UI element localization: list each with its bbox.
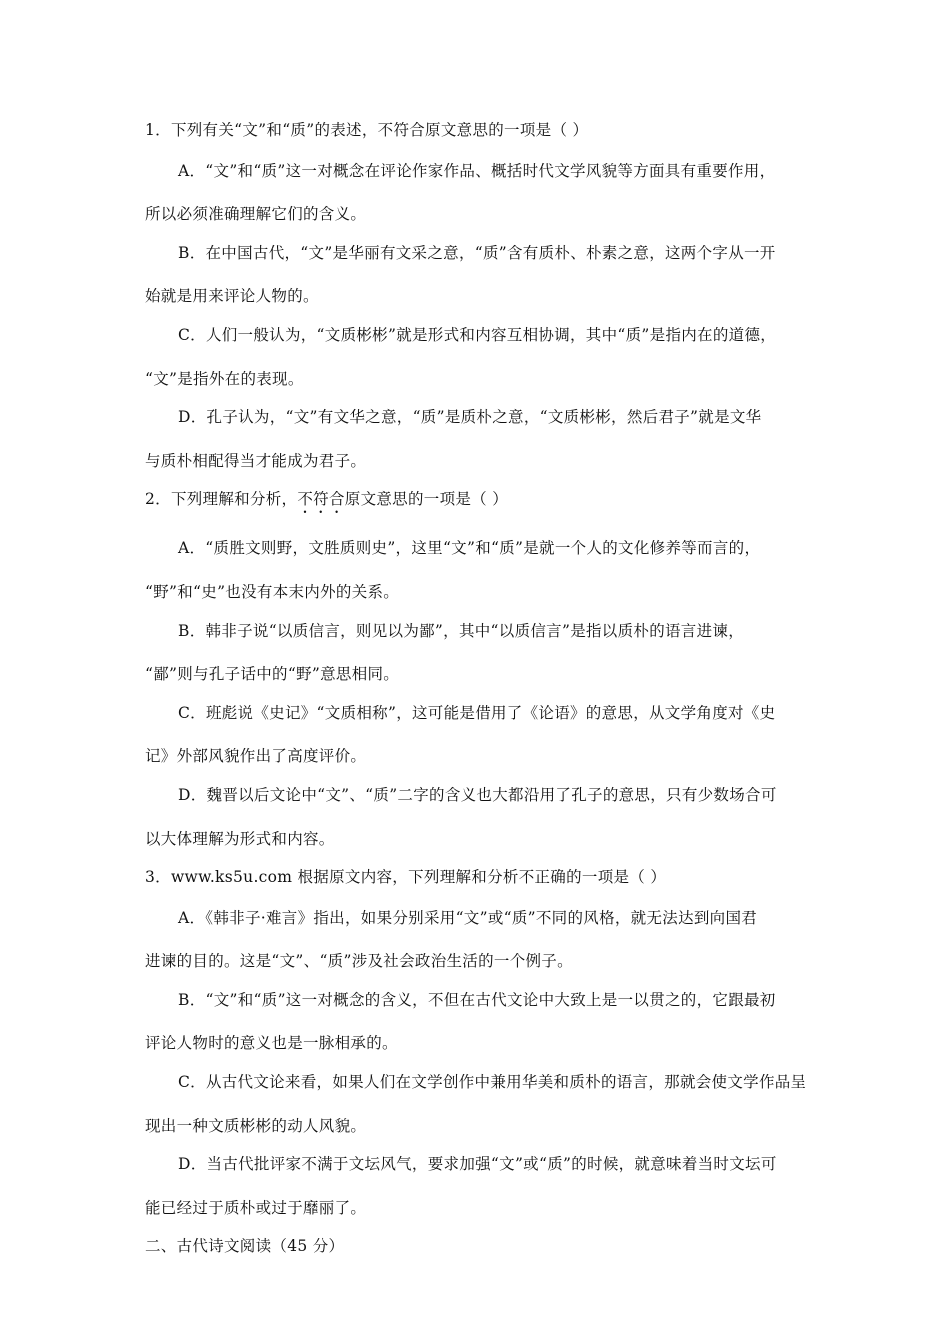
question-2-stem-suffix: 原文意思的一项是（ ） [344, 490, 509, 509]
document-page [145, 121, 850, 1256]
question-3-option-b-line2: 评论人物时的意义也是一脉相承的。 [145, 1034, 398, 1053]
section-heading: 二、古代诗文阅读（45 分） [145, 1237, 345, 1256]
question-1-option-a-line2: 所以必须准确理解它们的含义。 [145, 205, 367, 224]
question-1-option-d-line1: D．孔子认为，“文”有文华之意，“质”是质朴之意，“文质彬彬，然后君子”就是文华 [178, 408, 762, 427]
question-2-stem-prefix: 2．下列理解和分析， [145, 490, 298, 509]
question-2-stem [145, 490, 850, 517]
question-3-option-b-line1: B．“文”和“质”这一对概念的含义，不但在古代文论中大致上是一以贯之的，它跟最初 [178, 990, 776, 1009]
question-3-option-d-line1: D．当古代批评家不满于文坛风气，要求加强“文”或“质”的时候，就意味着当时文坛可 [178, 1155, 777, 1174]
question-2-option-a-line2: “野”和“史”也没有本末内外的关系。 [145, 582, 400, 601]
question-3-option-a-line2: 进谏的目的。这是“文”、“质”涉及社会政治生活的一个例子。 [145, 952, 573, 971]
question-2-option-d-line2: 以大体理解为形式和内容。 [145, 829, 335, 848]
question-2-stem-emphasis: 不符合 [297, 490, 345, 509]
question-3-option-d-line2: 能已经过于质朴或过于靡丽了。 [145, 1198, 367, 1217]
question-3-option-a-line1: A．《韩非子·难言》指出，如果分别采用“文”或“质”不同的风格，就无法达到向国君 [178, 908, 758, 927]
question-1-option-c-line2: “文”是指外在的表现。 [145, 369, 304, 388]
question-1-option-a-line1: A．“文”和“质”这一对概念在评论作家作品、概括时代文学风貌等方面具有重要作用， [178, 161, 776, 180]
question-2-option-b-line2: “鄙”则与孔子话中的“野”意思相同。 [145, 665, 400, 684]
question-1-option-d-line2: 与质朴相配得当才能成为君子。 [145, 451, 367, 470]
question-2-option-c-line1: C．班彪说《史记》“文质相称”，这可能是借用了《论语》的意思，从文学角度对《史 [178, 703, 776, 722]
question-3-option-c-line2: 现出一种文质彬彬的动人风貌。 [145, 1116, 367, 1135]
question-1-option-b-line2: 始就是用来评论人物的。 [145, 287, 319, 306]
question-2-option-a-line1: A．“质胜文则野，文胜质则史”，这里“文”和“质”是就一个人的文化修养等而言的， [178, 539, 761, 558]
question-1-stem: 1．下列有关“文”和“质”的表述，不符合原文意思的一项是（ ） [145, 121, 589, 139]
question-2-option-b-line1: B．韩非子说“以质信言，则见以为鄙”，其中“以质信言”是指以质朴的语言进谏， [178, 621, 744, 640]
question-2-option-c-line2: 记》外部风貌作出了高度评价。 [145, 747, 367, 766]
question-1-option-b-line1: B．在中国古代，“文”是华丽有文采之意，“质”含有质朴、朴素之意，这两个字从一开 [178, 243, 776, 262]
question-3-stem: 3．www.ks5u.com 根据原文内容，下列理解和分析不正确的一项是（ ） [145, 868, 667, 887]
question-1-option-c-line1: C．人们一般认为，“文质彬彬”就是形式和内容互相协调，其中“质”是指内在的道德， [178, 325, 777, 344]
question-2-option-d-line1: D．魏晋以后文论中“文”、“质”二字的含义也大都沿用了孔子的意思，只有少数场合可 [178, 785, 777, 804]
question-3-option-c-line1: C．从古代文论来看，如果人们在文学创作中兼用华美和质朴的语言，那就会使文学作品呈 [178, 1073, 807, 1092]
